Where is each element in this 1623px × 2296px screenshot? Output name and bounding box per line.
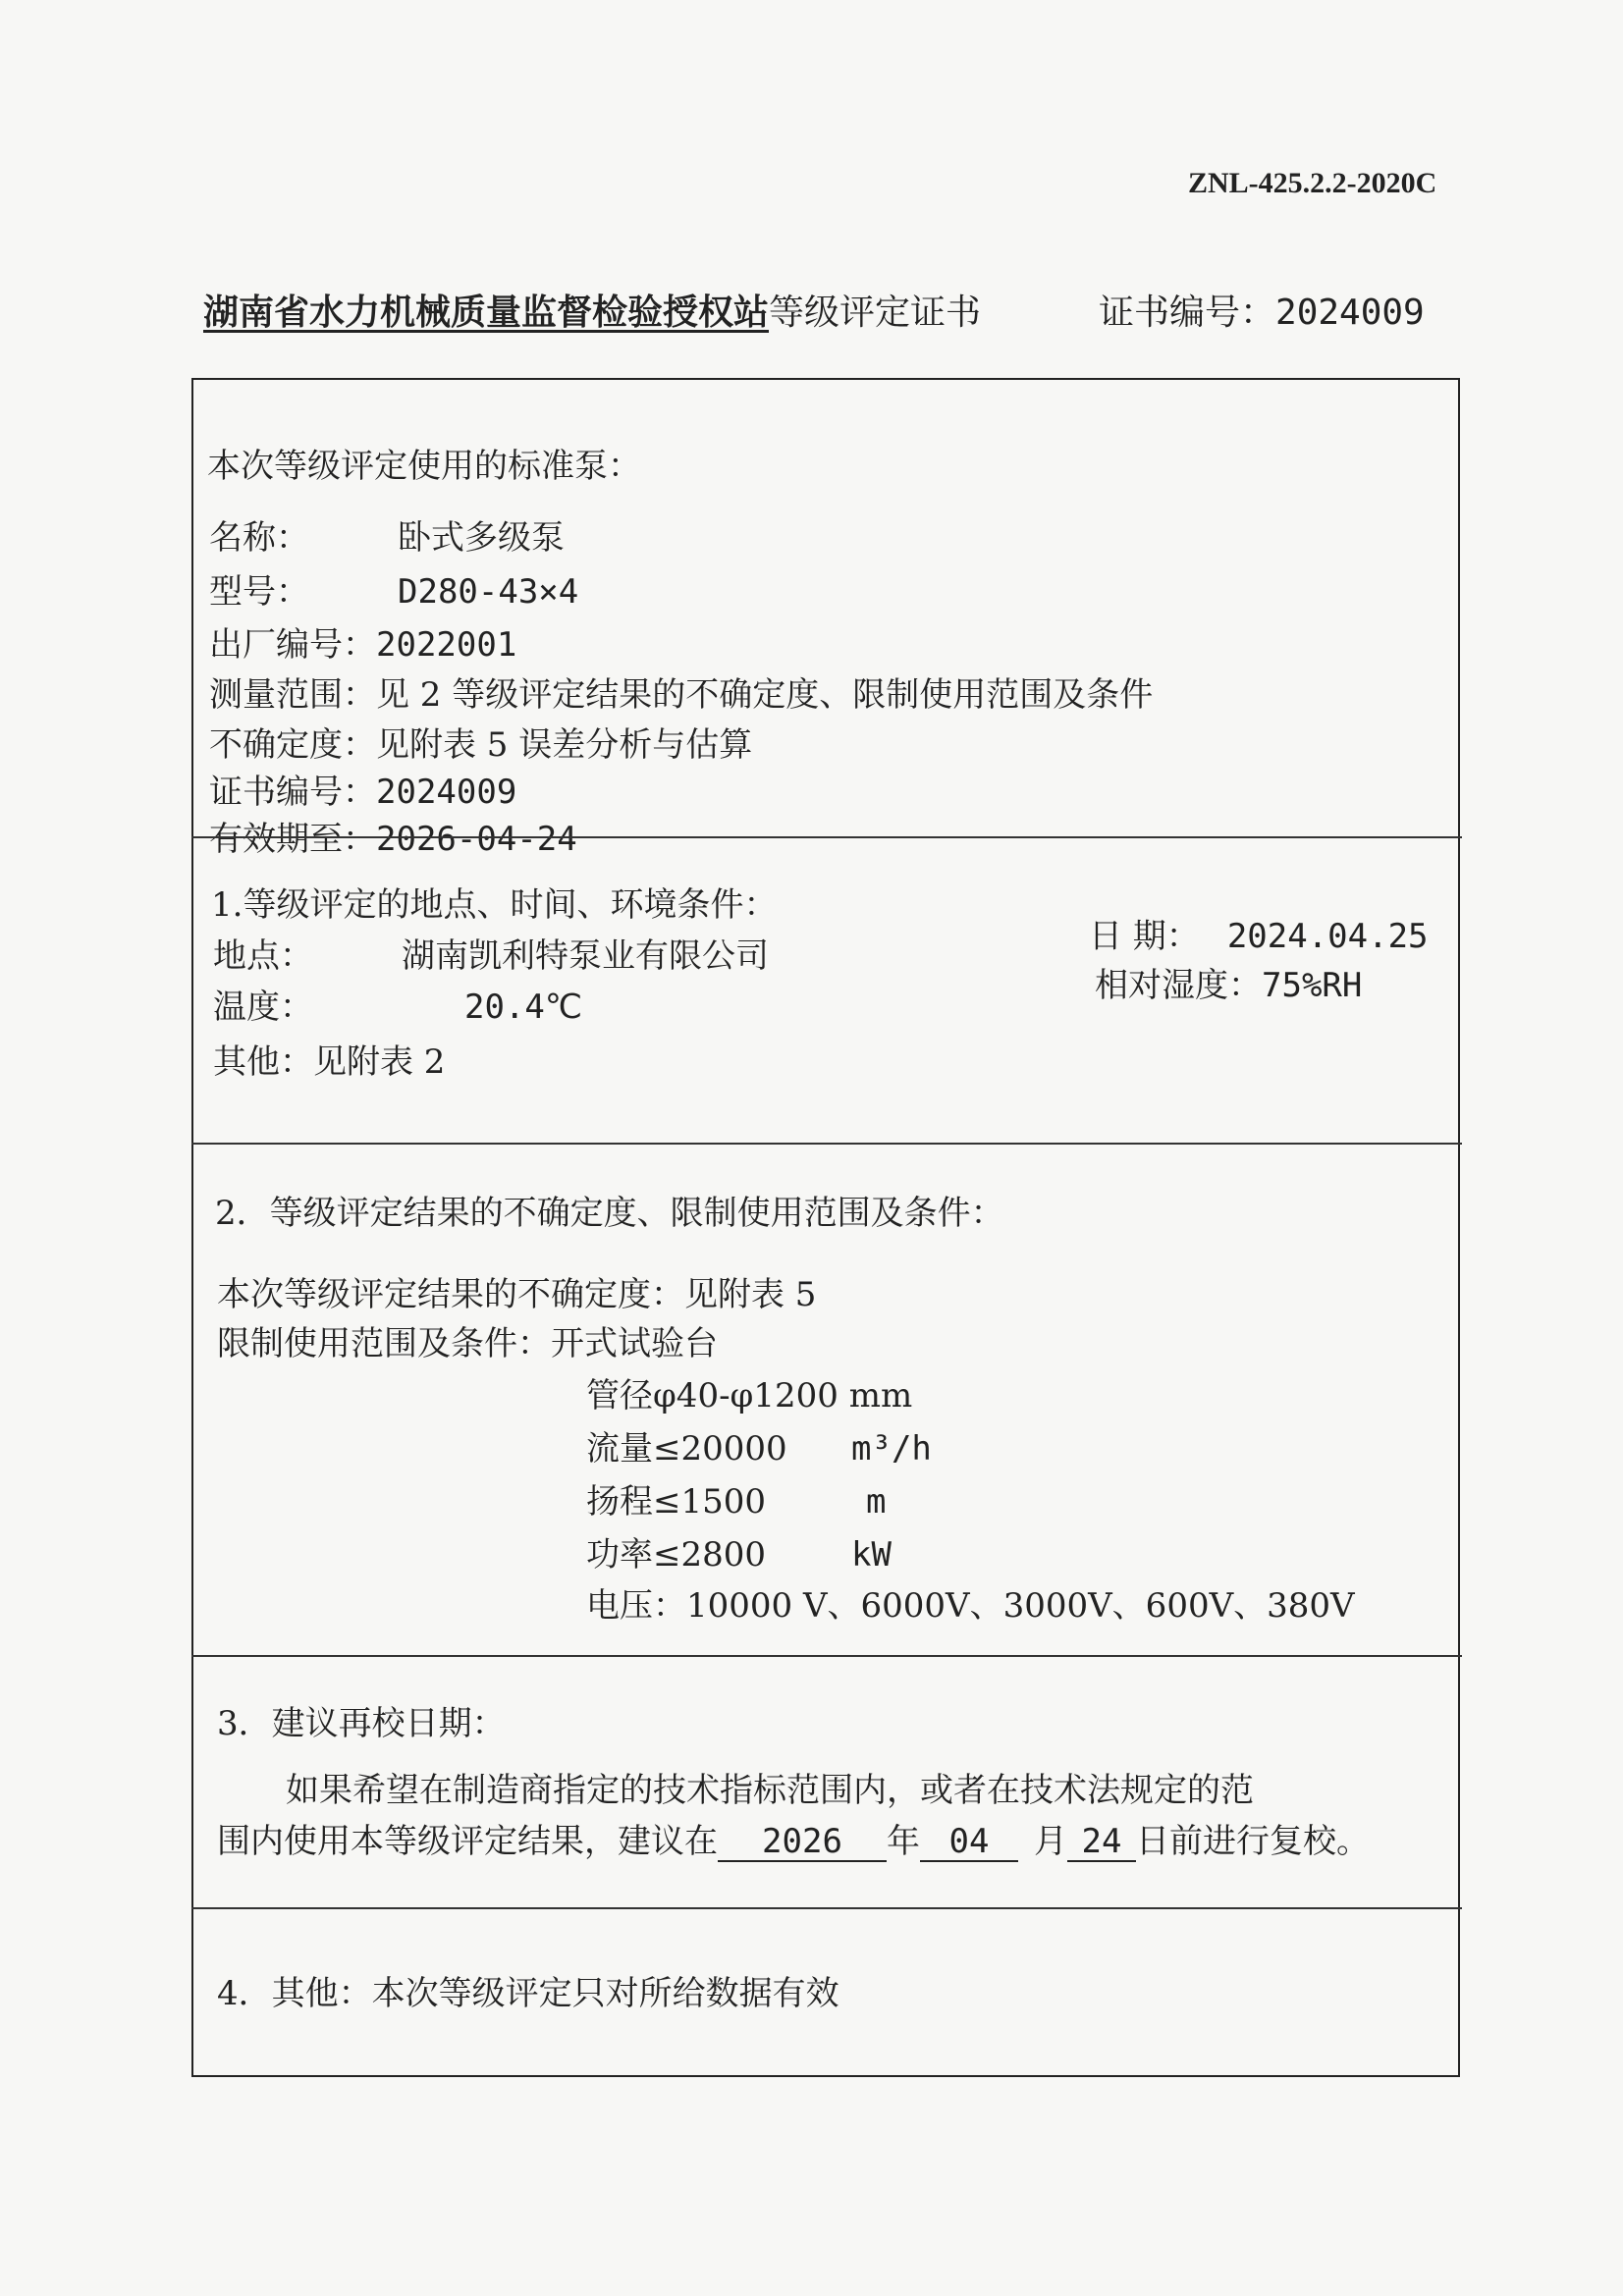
month-label: 月 [1034,1822,1067,1861]
section1-heading: 1.等级评定的地点、时间、环境条件： [211,885,778,925]
date-label: 日 期： [1089,917,1200,956]
other-value: 见附表 2 [313,1042,446,1082]
pump-valid-label: 有效期至： [209,820,376,859]
recalibration-suffix: 日前进行复校。 [1136,1822,1370,1861]
place-row [213,929,769,977]
pump-name-row [209,510,565,559]
pump-uncertainty-row [209,718,752,766]
flow-limit: 流量≤20000 [586,1429,787,1468]
other-row [213,1035,445,1083]
header-certificate-number [1099,285,1425,335]
cert-no-label: 证书编号： [1099,293,1276,333]
humidity-row [1095,958,1362,1006]
limit-value: 开式试验台 [551,1324,718,1363]
recalibration-line-2 [217,1814,1370,1862]
flow-row [586,1421,932,1469]
power-row [586,1527,892,1575]
certificate-frame [191,378,1460,2077]
pump-cert: 2024009 [376,773,517,812]
humidity-value: 75%RH [1262,966,1363,1005]
pump-heading: 本次等级评定使用的标准泵： [207,447,641,486]
standard-pump-section [193,380,1458,859]
humidity-label: 相对湿度： [1095,966,1262,1005]
section-other [193,1909,1458,2076]
power-unit: kW [851,1535,892,1575]
date-row [1089,909,1429,957]
head-limit: 扬程≤1500 [586,1482,767,1522]
pump-valid: 2026-04-24 [376,820,577,859]
pump-model-label: 型号： [209,572,309,612]
cert-no-value: 2024009 [1275,293,1425,333]
certificate-title: 等级评定证书 [769,293,982,333]
other-label: 其他： [213,1042,313,1082]
head-row [586,1474,886,1522]
pump-cert-label: 证书编号： [209,773,376,812]
pump-serial-label: 出厂编号： [209,625,376,665]
pump-range-label: 测量范围： [209,675,376,715]
year-label: 年 [887,1822,920,1861]
pump-range: 见 2 等级评定结果的不确定度、限制使用范围及条件 [376,675,1154,715]
pump-model-row [209,564,578,613]
recalibration-line-1: 如果希望在制造商指定的技术指标范围内，或者在技术法规定的范 [286,1771,1254,1810]
recalibration-year: 2026 [718,1823,887,1862]
pump-cert-row [209,765,516,813]
pump-uncertainty: 见附表 5 误差分析与估算 [376,725,753,765]
pump-uncertainty-label: 不确定度： [209,725,376,765]
power-limit: 功率≤2800 [586,1535,767,1575]
flow-unit: m³/h [851,1429,932,1468]
pump-model: D280-43×4 [398,572,579,612]
section-uncertainty-limits [193,1145,1458,1655]
document-code: ZNL-425.2.2-2020C [1188,167,1437,199]
temperature-row [213,980,582,1028]
section-location-conditions [193,838,1458,1143]
limit-row [217,1316,718,1364]
recalibration-day: 24 [1067,1823,1136,1862]
certificate-title-line [203,285,1470,335]
section4-text: 4．其他：本次等级评定只对所给数据有效 [217,1974,839,2013]
place-label: 地点： [213,936,313,976]
pump-name-label: 名称： [209,518,309,558]
recalibration-month: 04 [920,1823,1018,1862]
organization-name: 湖南省水力机械质量监督检验授权站 [203,292,770,333]
uncertainty-line: 本次等级评定结果的不确定度：见附表 5 [217,1275,817,1314]
date-value: 2024.04.25 [1226,917,1429,956]
pump-serial-row [209,617,516,666]
pump-name: 卧式多级泵 [398,518,565,558]
section3-heading: 3．建议再校日期： [217,1704,506,1743]
pump-serial: 2022001 [376,625,517,665]
pipe-diameter: 管径φ40-φ1200 mm [586,1376,913,1415]
temperature-label: 温度： [213,988,313,1027]
recalibration-prefix: 围内使用本等级评定结果，建议在 [217,1822,718,1861]
section-recalibration [193,1657,1458,1907]
place-value: 湖南凯利特泵业有限公司 [402,936,769,976]
temperature-value: 20.4℃ [464,988,583,1027]
pump-range-row [209,667,1153,716]
voltage-row: 电压：10000 V、6000V、3000V、600V、380V [586,1586,1355,1626]
section2-heading: 2．等级评定结果的不确定度、限制使用范围及条件： [215,1194,1004,1233]
head-unit: m [866,1482,887,1522]
limit-label: 限制使用范围及条件： [217,1324,551,1363]
